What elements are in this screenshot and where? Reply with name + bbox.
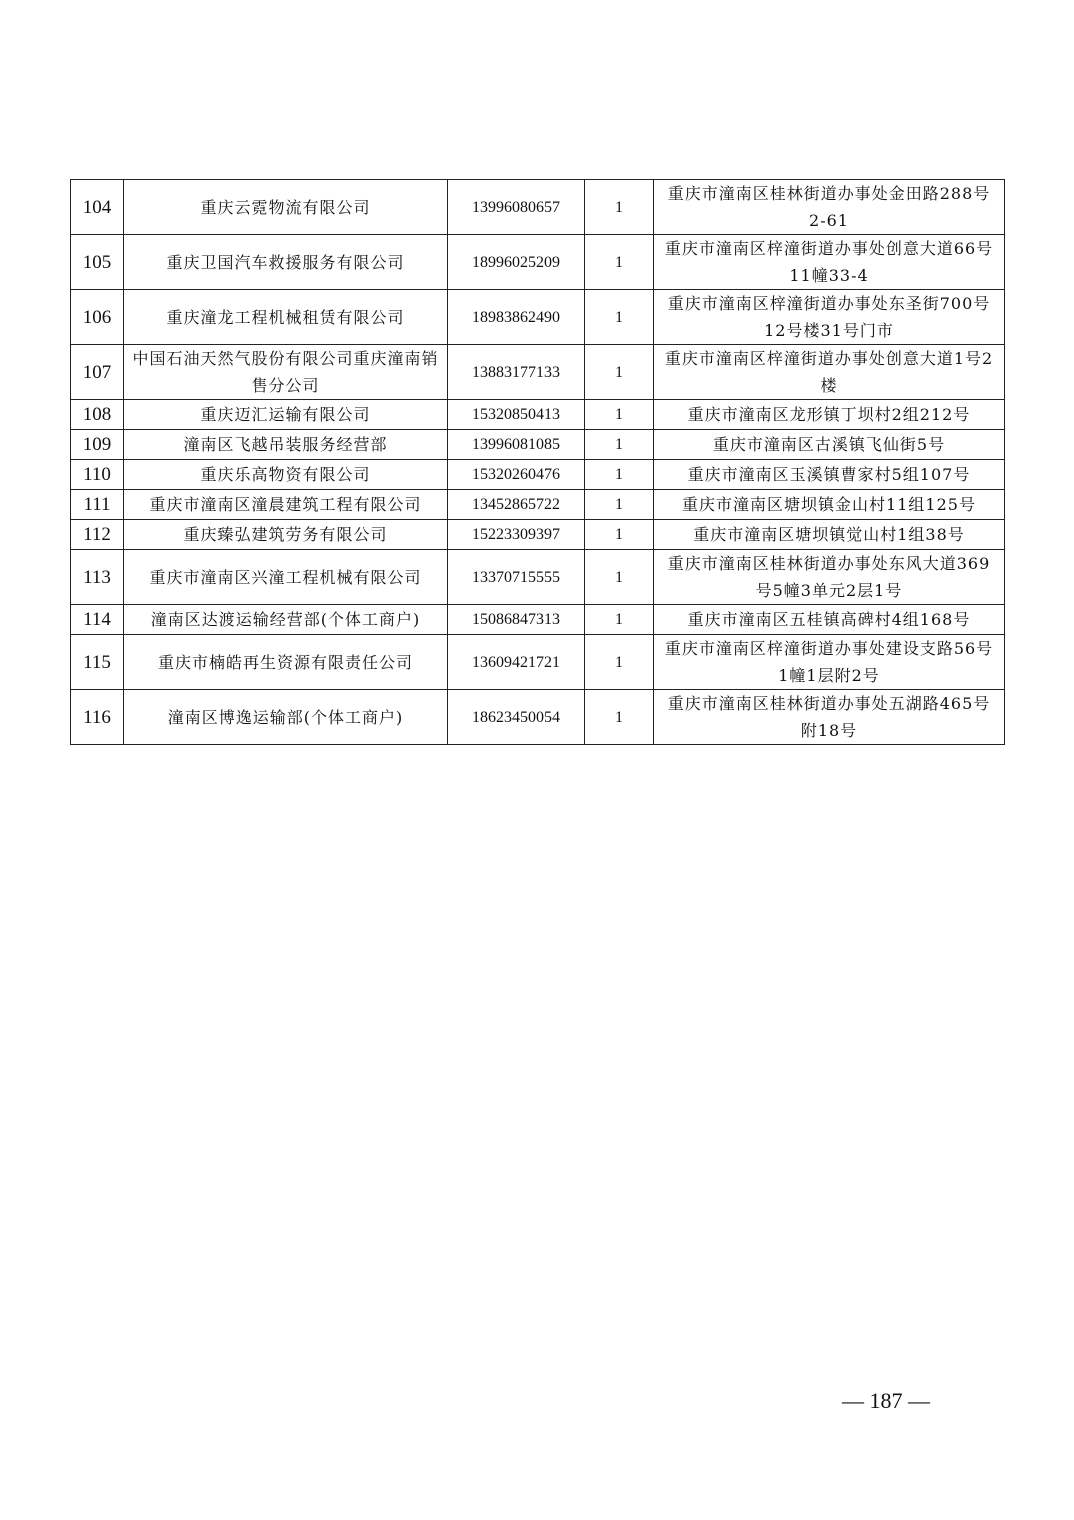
vehicle-count: 1	[585, 400, 654, 430]
vehicle-count: 1	[585, 460, 654, 490]
company-name: 重庆卫国汽车救援服务有限公司	[124, 235, 448, 290]
row-number: 113	[71, 550, 124, 605]
table-row	[71, 290, 1005, 345]
vehicle-count: 1	[585, 550, 654, 605]
company-table	[70, 179, 1005, 745]
company-name: 重庆迈汇运输有限公司	[124, 400, 448, 430]
address: 重庆市潼南区桂林街道办事处金田路288号2-61	[654, 180, 1005, 235]
phone-number: 18623450054	[448, 690, 585, 745]
address: 重庆市潼南区梓潼街道办事处东圣街700号12号楼31号门市	[654, 290, 1005, 345]
table-row	[71, 690, 1005, 745]
row-number: 106	[71, 290, 124, 345]
row-number: 110	[71, 460, 124, 490]
vehicle-count: 1	[585, 430, 654, 460]
row-number: 112	[71, 520, 124, 550]
company-name: 重庆乐高物资有限公司	[124, 460, 448, 490]
table-row	[71, 635, 1005, 690]
phone-number: 13883177133	[448, 345, 585, 400]
company-name: 重庆市潼南区兴潼工程机械有限公司	[124, 550, 448, 605]
row-number: 108	[71, 400, 124, 430]
address: 重庆市潼南区梓潼街道办事处创意大道1号2楼	[654, 345, 1005, 400]
table-row	[71, 490, 1005, 520]
row-number: 116	[71, 690, 124, 745]
company-name: 重庆潼龙工程机械租赁有限公司	[124, 290, 448, 345]
address: 重庆市潼南区梓潼街道办事处创意大道66号11幢33-4	[654, 235, 1005, 290]
vehicle-count: 1	[585, 180, 654, 235]
company-name: 潼南区博逸运输部(个体工商户)	[124, 690, 448, 745]
phone-number: 15223309397	[448, 520, 585, 550]
vehicle-count: 1	[585, 605, 654, 635]
row-number: 111	[71, 490, 124, 520]
table-row	[71, 345, 1005, 400]
address: 重庆市潼南区塘坝镇觉山村1组38号	[654, 520, 1005, 550]
phone-number: 15086847313	[448, 605, 585, 635]
page-number: — 187 —	[842, 1388, 930, 1413]
address: 重庆市潼南区玉溪镇曹家村5组107号	[654, 460, 1005, 490]
phone-number: 18983862490	[448, 290, 585, 345]
vehicle-count: 1	[585, 520, 654, 550]
address: 重庆市潼南区五桂镇高碑村4组168号	[654, 605, 1005, 635]
company-name: 中国石油天然气股份有限公司重庆潼南销售分公司	[124, 345, 448, 400]
vehicle-count: 1	[585, 690, 654, 745]
vehicle-count: 1	[585, 635, 654, 690]
phone-number: 15320850413	[448, 400, 585, 430]
vehicle-count: 1	[585, 290, 654, 345]
address: 重庆市潼南区桂林街道办事处东风大道369号5幢3单元2层1号	[654, 550, 1005, 605]
address: 重庆市潼南区古溪镇飞仙街5号	[654, 430, 1005, 460]
table-row	[71, 180, 1005, 235]
company-name: 潼南区达渡运输经营部(个体工商户)	[124, 605, 448, 635]
vehicle-count: 1	[585, 490, 654, 520]
phone-number: 13996081085	[448, 430, 585, 460]
row-number: 115	[71, 635, 124, 690]
company-name: 重庆云霓物流有限公司	[124, 180, 448, 235]
address: 重庆市潼南区塘坝镇金山村11组125号	[654, 490, 1005, 520]
address: 重庆市潼南区桂林街道办事处五湖路465号附18号	[654, 690, 1005, 745]
phone-number: 13370715555	[448, 550, 585, 605]
address: 重庆市潼南区龙形镇丁坝村2组212号	[654, 400, 1005, 430]
row-number: 104	[71, 180, 124, 235]
address: 重庆市潼南区梓潼街道办事处建设支路56号1幢1层附2号	[654, 635, 1005, 690]
vehicle-count: 1	[585, 345, 654, 400]
table-row	[71, 460, 1005, 490]
phone-number: 13609421721	[448, 635, 585, 690]
row-number: 114	[71, 605, 124, 635]
table-row	[71, 235, 1005, 290]
table-row	[71, 520, 1005, 550]
phone-number: 13996080657	[448, 180, 585, 235]
phone-number: 13452865722	[448, 490, 585, 520]
table-row	[71, 430, 1005, 460]
company-name: 重庆市潼南区潼晨建筑工程有限公司	[124, 490, 448, 520]
row-number: 109	[71, 430, 124, 460]
company-name: 潼南区飞越吊装服务经营部	[124, 430, 448, 460]
company-name: 重庆臻弘建筑劳务有限公司	[124, 520, 448, 550]
row-number: 105	[71, 235, 124, 290]
table-row	[71, 400, 1005, 430]
phone-number: 15320260476	[448, 460, 585, 490]
phone-number: 18996025209	[448, 235, 585, 290]
table-row	[71, 605, 1005, 635]
company-name: 重庆市楠皓再生资源有限责任公司	[124, 635, 448, 690]
row-number: 107	[71, 345, 124, 400]
table-row	[71, 550, 1005, 605]
vehicle-count: 1	[585, 235, 654, 290]
